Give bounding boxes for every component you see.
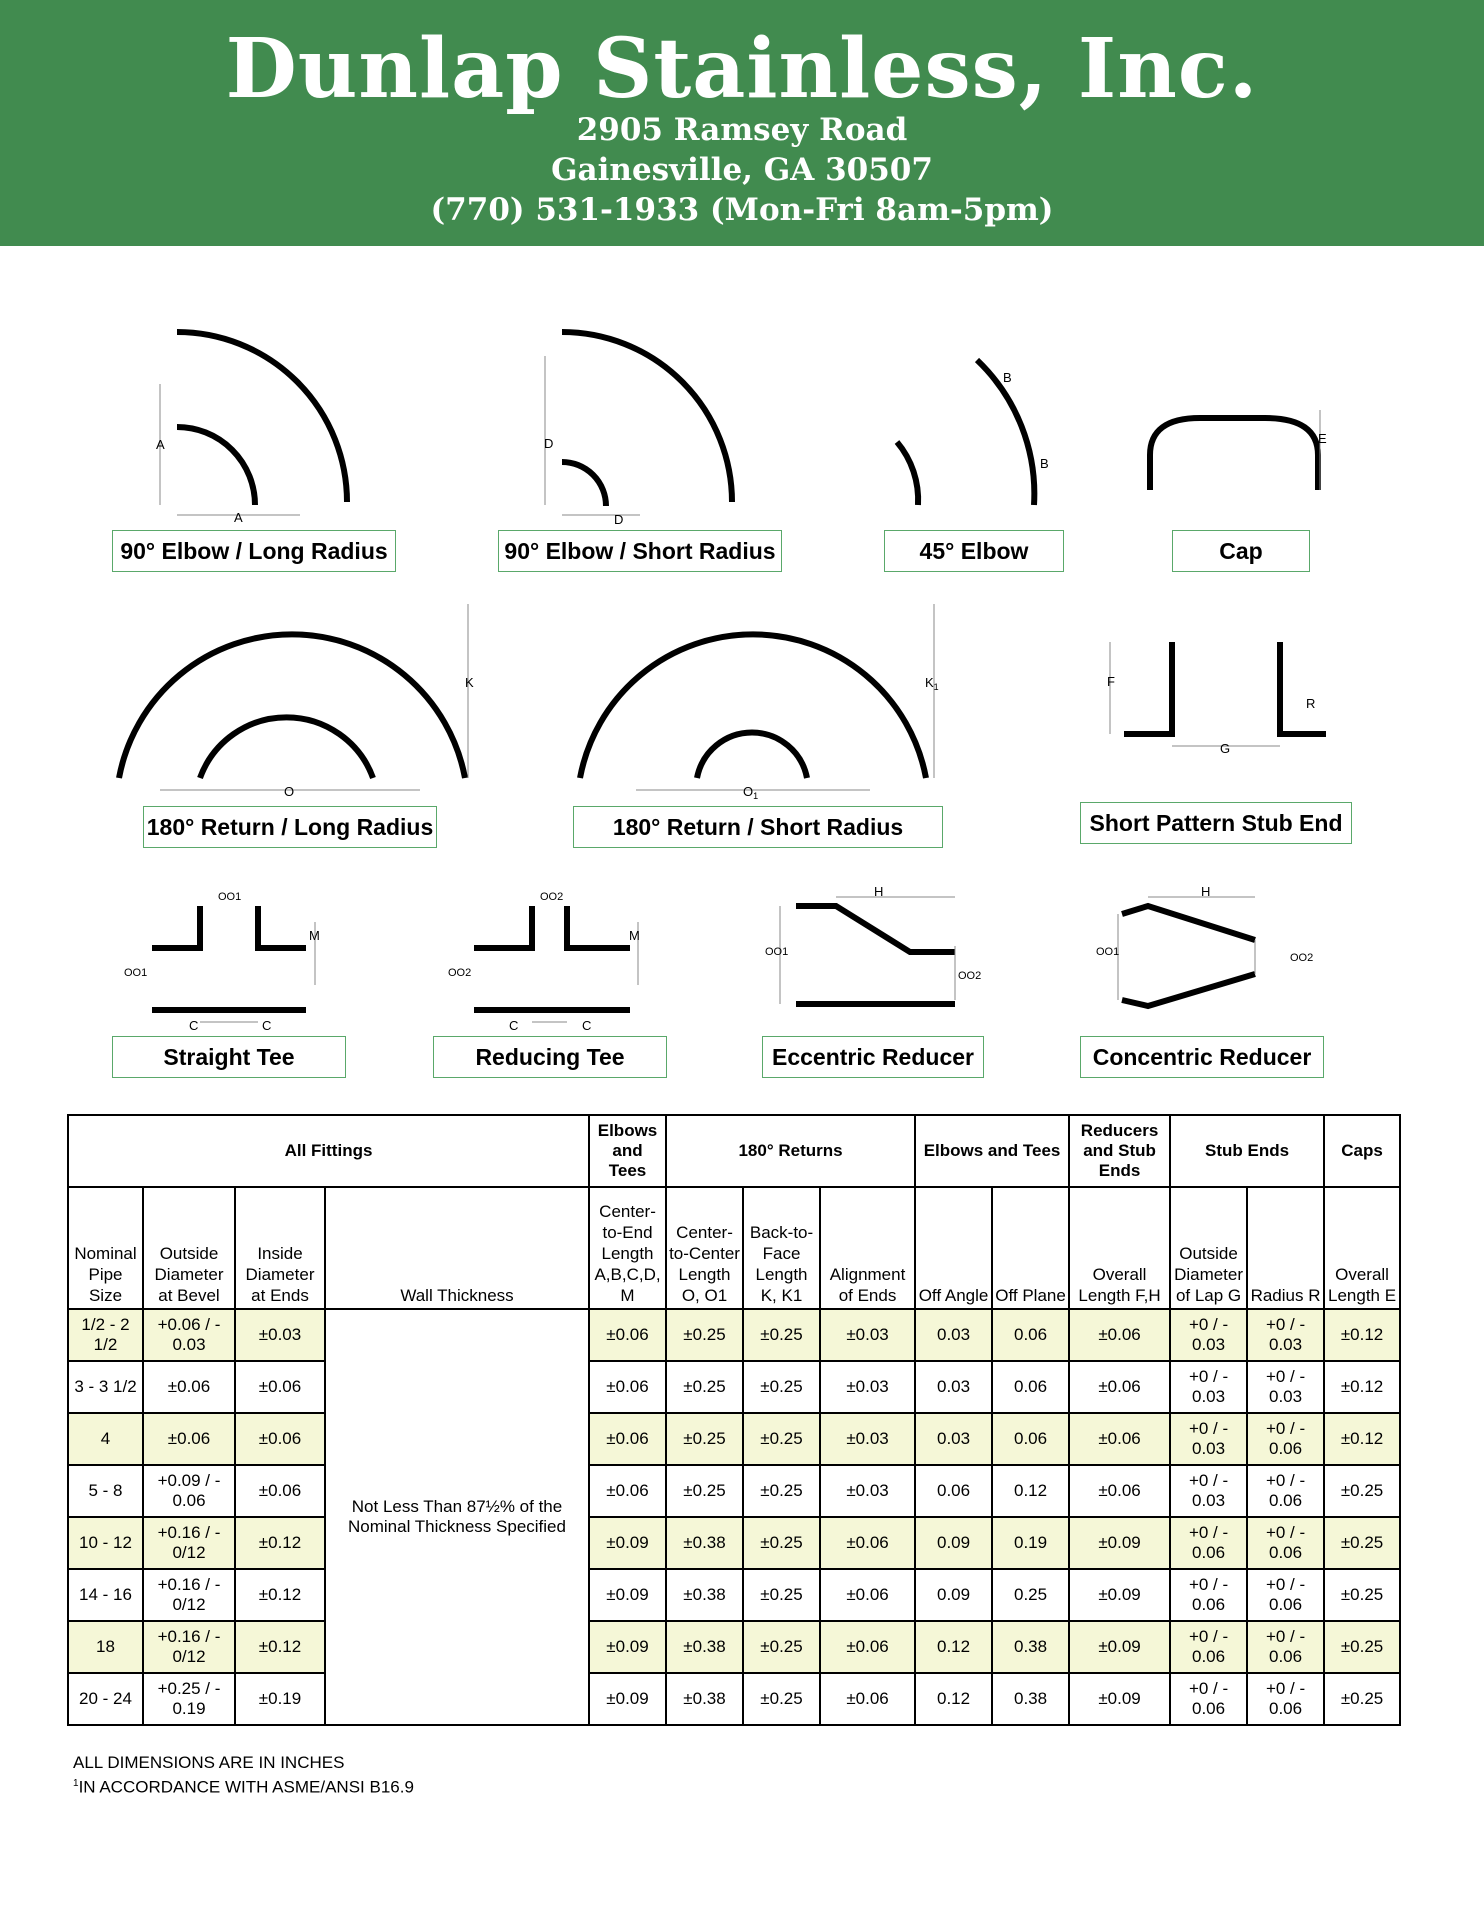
table-cell: ±0.25 xyxy=(1324,1673,1400,1725)
svg-text:O1: $O_1$ xyxy=(743,784,759,801)
table-cell: 0.09 xyxy=(915,1517,992,1569)
svg-text:G: G xyxy=(1220,741,1231,756)
col-off-plane: Off Plane xyxy=(992,1187,1069,1309)
svg-text:B: B xyxy=(1003,370,1012,385)
svg-text:OO1: OO1 xyxy=(218,891,242,903)
col-wall-thickness: Wall Thickness xyxy=(325,1187,589,1309)
label-return180-short: 180° Return / Short Radius xyxy=(573,806,943,848)
table-cell: ±0.09 xyxy=(1069,1621,1170,1673)
col-overall-length-fh: Overall Length F,H xyxy=(1069,1187,1170,1309)
table-cell: ±0.25 xyxy=(743,1621,820,1673)
svg-text:E: E xyxy=(1318,431,1327,446)
table-cell: ±0.06 xyxy=(820,1569,915,1621)
table-cell: 4 xyxy=(68,1413,143,1465)
table-cell: ±0.25 xyxy=(666,1361,743,1413)
table-cell: ±0.03 xyxy=(820,1309,915,1361)
table-row xyxy=(68,1361,1400,1413)
table-cell: ±0.06 xyxy=(589,1309,666,1361)
table-cell: ±0.03 xyxy=(235,1309,325,1361)
table-cell: ±0.25 xyxy=(743,1569,820,1621)
table-cell: 10 - 12 xyxy=(68,1517,143,1569)
svg-text:M: M xyxy=(629,928,640,943)
table-cell: ±0.06 xyxy=(1069,1361,1170,1413)
table-cell: ±0.03 xyxy=(820,1413,915,1465)
table-cell: +0 / - 0.06 xyxy=(1247,1413,1324,1465)
col-center-to-center: Center-to-Center Length O, O1 xyxy=(666,1187,743,1309)
footer-notes xyxy=(73,1752,414,1798)
label-return180-long: 180° Return / Long Radius xyxy=(143,806,437,848)
table-cell: 0.06 xyxy=(915,1465,992,1517)
table-cell: ±0.06 xyxy=(820,1621,915,1673)
table-cell: 0.25 xyxy=(992,1569,1069,1621)
svg-text:D: D xyxy=(614,512,624,527)
col-overall-length-e: Overall Length E xyxy=(1324,1187,1400,1309)
label-eccentric-reducer: Eccentric Reducer xyxy=(762,1036,984,1078)
table-row xyxy=(68,1517,1400,1569)
table-cell: ±0.12 xyxy=(235,1569,325,1621)
table-row xyxy=(68,1465,1400,1517)
table-cell: 0.12 xyxy=(992,1465,1069,1517)
table-cell: ±0.06 xyxy=(589,1413,666,1465)
table-cell: ±0.09 xyxy=(1069,1569,1170,1621)
table-cell: 18 xyxy=(68,1621,143,1673)
table-cell: 0.06 xyxy=(992,1309,1069,1361)
table-cell: ±0.38 xyxy=(666,1673,743,1725)
concentric-reducer-drawing xyxy=(1122,906,1255,1006)
table-cell: +0 / - 0.06 xyxy=(1170,1569,1247,1621)
table-cell: ±0.03 xyxy=(820,1465,915,1517)
table-cell: +0.16 / - 0/12 xyxy=(143,1621,235,1673)
table-cell: 0.03 xyxy=(915,1309,992,1361)
svg-text:H: H xyxy=(1201,884,1211,899)
svg-text:A: A xyxy=(234,510,243,525)
table-cell: ±0.25 xyxy=(666,1413,743,1465)
label-elbow90-short: 90° Elbow / Short Radius xyxy=(498,530,782,572)
svg-text:B: B xyxy=(1040,456,1049,471)
table-cell: +0 / - 0.06 xyxy=(1170,1517,1247,1569)
label-reducing-tee: Reducing Tee xyxy=(433,1036,667,1078)
svg-text:F: F xyxy=(1107,674,1115,689)
label-cap: Cap xyxy=(1172,530,1310,572)
return180-long-drawing xyxy=(119,634,465,778)
footnote-mark: 1 xyxy=(73,1778,79,1789)
group-elbows-tees: Elbows and Tees xyxy=(589,1115,666,1187)
table-cell: ±0.06 xyxy=(1069,1413,1170,1465)
reducing-tee-drawing xyxy=(474,906,630,1010)
table-cell: ±0.09 xyxy=(589,1517,666,1569)
elbow90-short-drawing xyxy=(562,332,732,506)
table-cell: ±0.12 xyxy=(235,1517,325,1569)
table-cell: ±0.12 xyxy=(1324,1309,1400,1361)
table-cell: ±0.25 xyxy=(1324,1517,1400,1569)
col-outside-diameter: Outside Diameter at Bevel xyxy=(143,1187,235,1309)
table-cell: 14 - 16 xyxy=(68,1569,143,1621)
table-cell: +0 / - 0.06 xyxy=(1247,1465,1324,1517)
table-cell: 1/2 - 2 1/2 xyxy=(68,1309,143,1361)
table-row xyxy=(68,1309,1400,1361)
table-cell: ±0.38 xyxy=(666,1517,743,1569)
table-cell: 0.12 xyxy=(915,1673,992,1725)
table-cell: ±0.09 xyxy=(589,1621,666,1673)
company-name: Dunlap Stainless, Inc. xyxy=(225,21,1259,117)
group-180-returns: 180° Returns xyxy=(666,1115,915,1187)
table-cell: ±0.25 xyxy=(743,1517,820,1569)
column-header-row xyxy=(68,1187,1400,1309)
col-center-to-end: Center-to-End Length A,B,C,D, M xyxy=(589,1187,666,1309)
svg-text:OO2: OO2 xyxy=(1290,952,1314,964)
svg-text:H: H xyxy=(874,884,884,899)
svg-text:C: C xyxy=(262,1018,272,1033)
table-cell: +0.09 / - 0.06 xyxy=(143,1465,235,1517)
col-radius: Radius R xyxy=(1247,1187,1324,1309)
table-cell: ±0.25 xyxy=(743,1309,820,1361)
table-cell: 0.38 xyxy=(992,1621,1069,1673)
table-cell: 3 - 3 1/2 xyxy=(68,1361,143,1413)
table-cell: ±0.06 xyxy=(235,1465,325,1517)
svg-text:OO1: OO1 xyxy=(765,946,789,958)
wall-thickness-cell: Not Less Than 87½% of the Nominal Thickness Specified xyxy=(325,1309,589,1725)
group-stub-ends: Stub Ends xyxy=(1170,1115,1324,1187)
table-cell: ±0.25 xyxy=(1324,1465,1400,1517)
svg-text:K: K xyxy=(465,675,474,690)
table-cell: ±0.03 xyxy=(820,1361,915,1413)
table-cell: +0.06 / - 0.03 xyxy=(143,1309,235,1361)
table-cell: ±0.09 xyxy=(1069,1517,1170,1569)
col-back-to-face: Back-to-Face Length K, K1 xyxy=(743,1187,820,1309)
table-cell: +0.16 / - 0/12 xyxy=(143,1517,235,1569)
table-cell: ±0.12 xyxy=(1324,1413,1400,1465)
table-cell: ±0.12 xyxy=(235,1621,325,1673)
group-reducers-stub: Reducers and Stub Ends xyxy=(1069,1115,1170,1187)
table-cell: +0 / - 0.03 xyxy=(1247,1309,1324,1361)
svg-text:OO2: OO2 xyxy=(448,967,472,979)
label-elbow45: 45° Elbow xyxy=(884,530,1064,572)
note-units: ALL DIMENSIONS ARE IN INCHES xyxy=(73,1753,345,1772)
group-elbows-tees-2: Elbows and Tees xyxy=(915,1115,1069,1187)
table-cell: ±0.06 xyxy=(820,1673,915,1725)
col-alignment: Alignment of Ends xyxy=(820,1187,915,1309)
table-cell: ±0.06 xyxy=(589,1361,666,1413)
table-cell: ±0.12 xyxy=(1324,1361,1400,1413)
table-cell: ±0.09 xyxy=(589,1673,666,1725)
table-cell: +0.16 / - 0/12 xyxy=(143,1569,235,1621)
table-cell: ±0.06 xyxy=(143,1361,235,1413)
svg-text:OO1: OO1 xyxy=(1096,946,1120,958)
elbow90-long-drawing xyxy=(177,332,347,505)
eccentric-reducer-drawing xyxy=(796,906,955,1004)
table-cell: ±0.06 xyxy=(235,1361,325,1413)
table-cell: ±0.06 xyxy=(820,1517,915,1569)
table-cell: ±0.06 xyxy=(589,1465,666,1517)
table-cell: +0 / - 0.03 xyxy=(1170,1465,1247,1517)
table-cell: 0.06 xyxy=(992,1413,1069,1465)
company-phone: (770) 531-1933 (Mon-Fri 8am-5pm) xyxy=(430,192,1054,228)
table-cell: +0 / - 0.06 xyxy=(1247,1569,1324,1621)
col-lap-diameter: Outside Diameter of Lap G xyxy=(1170,1187,1247,1309)
table-cell: 5 - 8 xyxy=(68,1465,143,1517)
return180-short-drawing xyxy=(580,634,926,778)
svg-text:M: M xyxy=(309,928,320,943)
table-cell: +0 / - 0.06 xyxy=(1170,1673,1247,1725)
cap-drawing xyxy=(1150,418,1318,490)
group-header-row xyxy=(68,1115,1400,1187)
table-cell: +0 / - 0.06 xyxy=(1247,1517,1324,1569)
label-stub-end: Short Pattern Stub End xyxy=(1080,802,1352,844)
table-cell: 0.09 xyxy=(915,1569,992,1621)
table-cell: +0 / - 0.03 xyxy=(1247,1361,1324,1413)
svg-text:C: C xyxy=(582,1018,592,1033)
table-cell: ±0.06 xyxy=(235,1413,325,1465)
table-cell: ±0.25 xyxy=(666,1309,743,1361)
table-cell: ±0.19 xyxy=(235,1673,325,1725)
table-cell: ±0.09 xyxy=(1069,1673,1170,1725)
svg-text:C: C xyxy=(189,1018,199,1033)
table-cell: ±0.38 xyxy=(666,1621,743,1673)
table-row xyxy=(68,1621,1400,1673)
svg-text:A: A xyxy=(156,437,165,452)
table-row xyxy=(68,1673,1400,1725)
svg-text:K1: $K_1$ xyxy=(925,675,939,692)
table-cell: 0.12 xyxy=(915,1621,992,1673)
table-cell: ±0.25 xyxy=(1324,1621,1400,1673)
table-cell: ±0.38 xyxy=(666,1569,743,1621)
table-cell: 20 - 24 xyxy=(68,1673,143,1725)
col-inside-diameter: Inside Diameter at Ends xyxy=(235,1187,325,1309)
table-cell: ±0.25 xyxy=(743,1673,820,1725)
table-cell: ±0.09 xyxy=(589,1569,666,1621)
table-cell: 0.03 xyxy=(915,1413,992,1465)
table-cell: +0 / - 0.03 xyxy=(1170,1309,1247,1361)
svg-text:OO1: OO1 xyxy=(124,967,148,979)
company-address: 2905 Ramsey Road xyxy=(576,112,908,148)
table-row xyxy=(68,1413,1400,1465)
table-cell: ±0.06 xyxy=(1069,1309,1170,1361)
table-cell: +0.25 / - 0.19 xyxy=(143,1673,235,1725)
table-cell: +0 / - 0.06 xyxy=(1247,1621,1324,1673)
tolerance-table xyxy=(67,1114,1401,1726)
table-cell: +0 / - 0.06 xyxy=(1247,1673,1324,1725)
table-cell: 0.03 xyxy=(915,1361,992,1413)
table-cell: 0.06 xyxy=(992,1361,1069,1413)
table-cell: +0 / - 0.03 xyxy=(1170,1361,1247,1413)
table-cell: ±0.06 xyxy=(143,1413,235,1465)
table-cell: +0 / - 0.06 xyxy=(1170,1621,1247,1673)
table-cell: ±0.25 xyxy=(666,1465,743,1517)
table-cell: ±0.25 xyxy=(743,1413,820,1465)
col-nominal-size: Nominal Pipe Size xyxy=(68,1187,143,1309)
svg-text:OO2: OO2 xyxy=(540,891,564,903)
label-concentric-reducer: Concentric Reducer xyxy=(1080,1036,1324,1078)
table-cell: ±0.25 xyxy=(743,1361,820,1413)
company-city: Gainesville, GA 30507 xyxy=(551,152,933,188)
svg-text:R: R xyxy=(1306,696,1316,711)
label-elbow90-long: 90° Elbow / Long Radius xyxy=(112,530,396,572)
note-standard xyxy=(73,1773,414,1798)
label-straight-tee: Straight Tee xyxy=(112,1036,346,1078)
table-row xyxy=(68,1569,1400,1621)
straight-tee-drawing xyxy=(152,906,306,1010)
elbow45-drawing xyxy=(897,360,1034,505)
stub-end-drawing xyxy=(1124,642,1326,734)
table-cell: 0.19 xyxy=(992,1517,1069,1569)
svg-text:D: D xyxy=(544,436,554,451)
table-cell: ±0.25 xyxy=(1324,1569,1400,1621)
svg-text:O: O xyxy=(284,784,295,799)
table-cell: +0 / - 0.03 xyxy=(1170,1413,1247,1465)
col-off-angle: Off Angle xyxy=(915,1187,992,1309)
group-all-fittings: All Fittings xyxy=(68,1115,589,1187)
group-caps: Caps xyxy=(1324,1115,1400,1187)
svg-text:OO2: OO2 xyxy=(958,970,982,982)
table-cell: ±0.25 xyxy=(743,1465,820,1517)
table-cell: 0.38 xyxy=(992,1673,1069,1725)
svg-text:C: C xyxy=(509,1018,519,1033)
table-cell: ±0.06 xyxy=(1069,1465,1170,1517)
note-standard-text: IN ACCORDANCE WITH ASME/ANSI B16.9 xyxy=(78,1777,414,1797)
